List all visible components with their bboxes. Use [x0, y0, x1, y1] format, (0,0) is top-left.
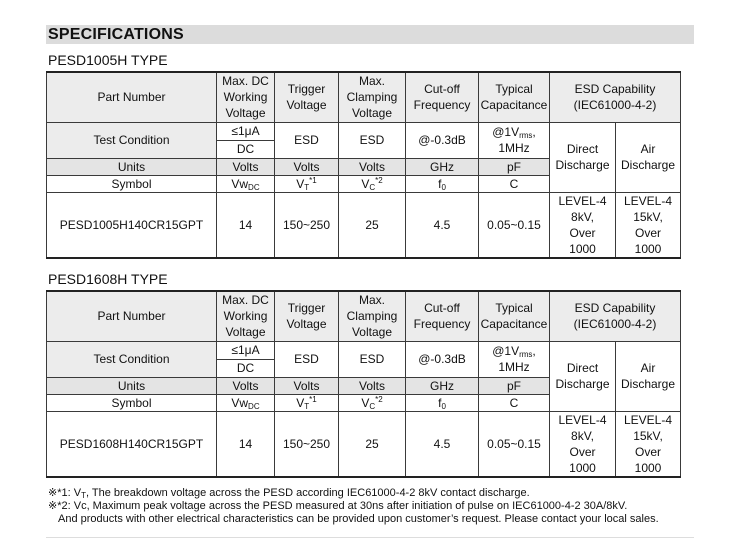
row-cap: 0.05~0.15	[479, 411, 550, 477]
test-condition-trigger: ESD	[275, 341, 339, 377]
symbol-trigger: $V_T^{*1}$	[275, 175, 339, 192]
row-part-number: PESD1608H140CR15GPT	[47, 411, 217, 477]
units-dc: Volts	[217, 377, 275, 394]
test-condition-dc-current: ≤1μA	[217, 341, 275, 359]
symbol-dc: $Vw_{DC}$	[217, 175, 275, 192]
symbol-cutoff: $f_0$	[406, 394, 479, 411]
units-label: Units	[47, 377, 217, 394]
row-cap: 0.05~0.15	[479, 192, 550, 258]
header-max-dc: Max. DC Working Voltage	[217, 72, 275, 122]
test-condition-cutoff: @-0.3dB	[406, 341, 479, 377]
footnotes	[48, 487, 659, 526]
units-clamp: Volts	[339, 158, 406, 175]
symbol-dc: $Vw_{DC}$	[217, 394, 275, 411]
header-typ-cap: Typical Capacitance	[479, 72, 550, 122]
row-air: LEVEL-4 15kV, Over 1000	[616, 411, 681, 477]
symbol-clamp: $V_C^{*2}$	[339, 175, 406, 192]
row-cutoff: 4.5	[406, 192, 479, 258]
symbol-cap: C	[479, 175, 550, 192]
units-trigger: Volts	[275, 158, 339, 175]
test-condition-label: Test Condition	[47, 122, 217, 158]
section-title: SPECIFICATIONS	[48, 26, 184, 43]
test-condition-trigger: ESD	[275, 122, 339, 158]
test-condition-dc: DC	[217, 140, 275, 158]
test-condition-direct: Direct Discharge	[550, 341, 616, 411]
footnote-2: ※*2: Vc, Maximum peak voltage across the PESD measured at 30ns after initiation of pulse on IEC61000-4-2 30A/8kV.	[48, 500, 628, 512]
footnote-3: And products with other electrical characteristics can be provided upon customer’s request. Please contact your local sales.	[58, 513, 659, 525]
test-condition-cap: $@1V_{rms}$, 1MHz	[479, 341, 550, 377]
header-cutoff: Cut-off Frequency	[406, 291, 479, 341]
header-trigger: Trigger Voltage	[275, 72, 339, 122]
test-condition-dc-current: ≤1μA	[217, 122, 275, 140]
header-max-clamp: Max. Clamping Voltage	[339, 291, 406, 341]
symbol-clamp: $V_C^{*2}$	[339, 394, 406, 411]
symbol-label: Symbol	[47, 394, 217, 411]
units-cutoff: GHz	[406, 377, 479, 394]
header-esd-capability: ESD Capability (IEC61000-4-2)	[550, 72, 681, 122]
test-condition-clamp: ESD	[339, 341, 406, 377]
test-condition-air: Air Discharge	[616, 122, 681, 192]
symbol-label: Symbol	[47, 175, 217, 192]
spec-table-1	[46, 71, 681, 259]
units-dc: Volts	[217, 158, 275, 175]
row-part-number: PESD1005H140CR15GPT	[47, 192, 217, 258]
type-title-2: PESD1608H TYPE	[48, 271, 168, 287]
units-cap: pF	[479, 377, 550, 394]
test-condition-cap: $@1V_{rms}$, 1MHz	[479, 122, 550, 158]
test-condition-clamp: ESD	[339, 122, 406, 158]
symbol-cutoff: $f_0$	[406, 175, 479, 192]
type-title-1: PESD1005H TYPE	[48, 52, 168, 68]
test-condition-cutoff: @-0.3dB	[406, 122, 479, 158]
row-dc: 14	[217, 411, 275, 477]
spec-table-2	[46, 290, 681, 478]
row-direct: LEVEL-4 8kV, Over 1000	[550, 192, 616, 258]
header-part-number: Part Number	[47, 291, 217, 341]
header-esd-capability: ESD Capability (IEC61000-4-2)	[550, 291, 681, 341]
row-trigger: 150~250	[275, 192, 339, 258]
header-cutoff: Cut-off Frequency	[406, 72, 479, 122]
units-trigger: Volts	[275, 377, 339, 394]
symbol-trigger: $V_T^{*1}$	[275, 394, 339, 411]
test-condition-direct: Direct Discharge	[550, 122, 616, 192]
symbol-cap: C	[479, 394, 550, 411]
test-condition-label: Test Condition	[47, 341, 217, 377]
bottom-divider	[46, 537, 694, 538]
header-trigger: Trigger Voltage	[275, 291, 339, 341]
units-cutoff: GHz	[406, 158, 479, 175]
row-clamp: 25	[339, 411, 406, 477]
units-cap: pF	[479, 158, 550, 175]
footnote-1: ※*1: $V_T$, The breakdown voltage across the PESD according IEC61000-4-2 8kV contact discharge.	[48, 487, 530, 500]
row-clamp: 25	[339, 192, 406, 258]
header-typ-cap: Typical Capacitance	[479, 291, 550, 341]
row-trigger: 150~250	[275, 411, 339, 477]
row-dc: 14	[217, 192, 275, 258]
header-part-number: Part Number	[47, 72, 217, 122]
units-clamp: Volts	[339, 377, 406, 394]
row-air: LEVEL-4 15kV, Over 1000	[616, 192, 681, 258]
row-cutoff: 4.5	[406, 411, 479, 477]
header-max-dc: Max. DC Working Voltage	[217, 291, 275, 341]
row-direct: LEVEL-4 8kV, Over 1000	[550, 411, 616, 477]
units-label: Units	[47, 158, 217, 175]
test-condition-air: Air Discharge	[616, 341, 681, 411]
header-max-clamp: Max. Clamping Voltage	[339, 72, 406, 122]
test-condition-dc: DC	[217, 359, 275, 377]
